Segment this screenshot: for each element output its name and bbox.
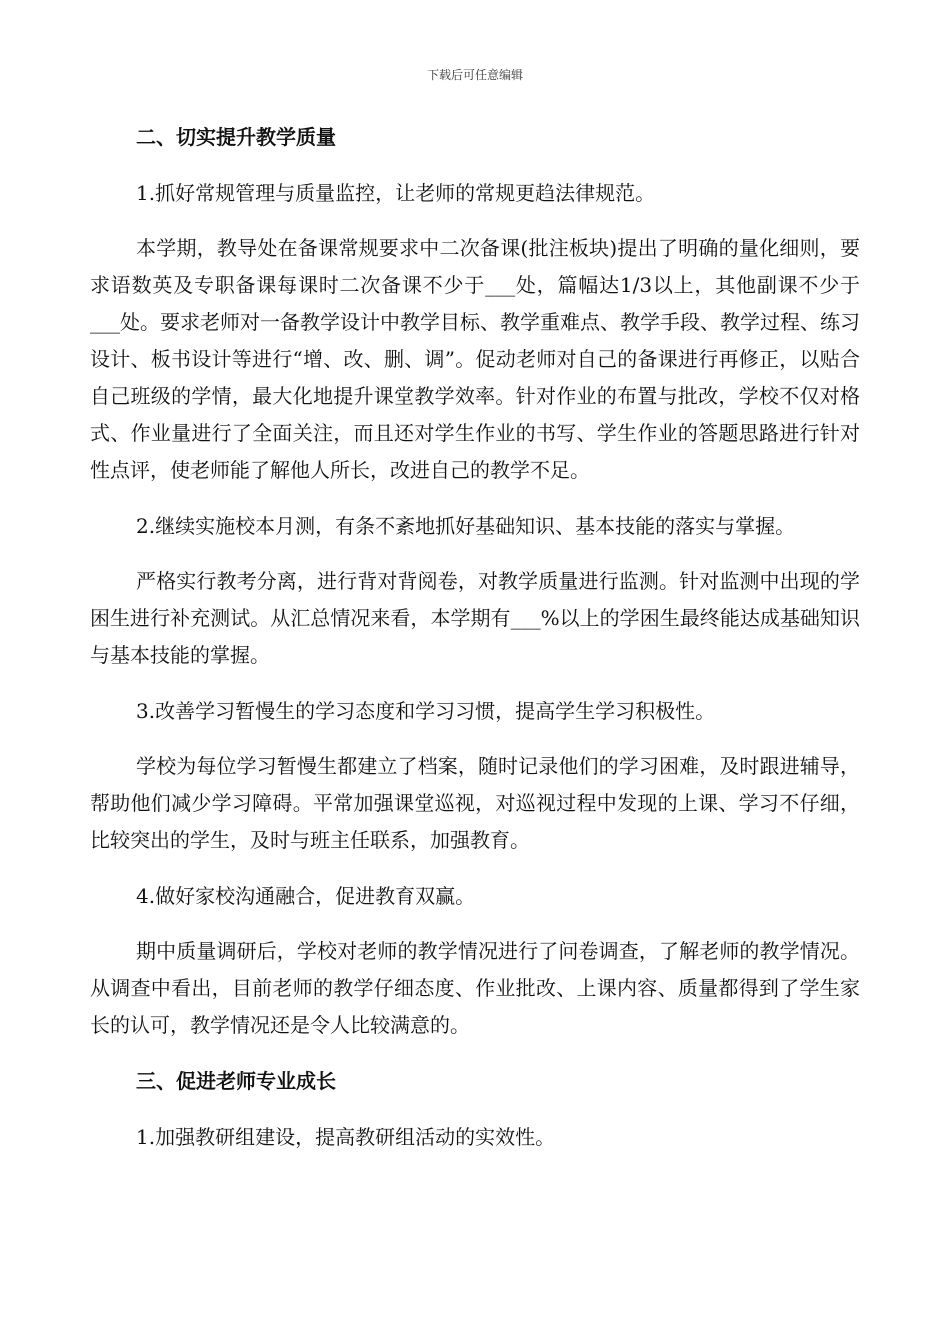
item-title-2-1: 1.抓好常规管理与质量监控，让老师的常规更趋法律规范。 [136,181,656,205]
item-title-3-1: 1.加强教研组建设，提高教研组活动的实效性。 [136,1125,556,1149]
item-body-2-3: 学校为每位学习暂慢生都建立了档案，随时记录他们的学习困难，及时跟进辅导，帮助他们减少学习障碍。平常加强课堂巡视，对巡视过程中发现的上课、学习不仔细，比较突出的学生，及时与班主任联系，加强教育。 [90,754,860,852]
section-heading-3: 三、促进老师专业成长 [136,1069,336,1093]
item-title-2-2: 2.继续实施校本月测，有条不紊地抓好基础知识、基本技能的落实与掌握。 [136,514,796,538]
item-body-2-2: 严格实行教考分离，进行背对背阅卷，对教学质量进行监测。针对监测中出现的学困生进行补充测试。从汇总情况来看，本学期有___%以上的学困生最终能达成基础知识与基本技能的掌握。 [90,569,860,667]
item-title-2-3: 3.改善学习暂慢生的学习态度和学习习惯，提高学生学习积极性。 [136,699,716,723]
item-title-2-4: 4.做好家校沟通融合，促进教育双赢。 [136,884,476,908]
header-note: 下载后可任意编辑 [426,68,523,82]
document-body [90,118,860,1174]
item-body-2-4: 期中质量调研后，学校对老师的教学情况进行了问卷调查，了解老师的教学情况。从调查中看出，目前老师的教学仔细态度、作业批改、上课内容、质量都得到了学生家长的认可，教学情况还是令人比较满意的。 [90,939,860,1037]
item-body-2-1: 本学期，教导处在备课常规要求中二次备课(批注板块)提出了明确的量化细则，要求语数英及专职备课每课时二次备课不少于___处，篇幅达1/3以上，其他副课不少于___处。要求老师对一备教学设计中教学目标、教学重难点、教学手段、教学过程、练习设计、板书设计等进行“增、改、删、调”。促动老师对自己的备课进行再修正，以贴合自己班级的学情，最大化地提升课堂教学效率。针对作业的布置与批改，学校不仅对格式、作业量进行了全面关注，而且还对学生作业的书写、学生作业的答题思路进行针对性点评，使老师能了解他人所长，改进自己的教学不足。 [90,236,860,482]
section-heading-2: 二、切实提升教学质量 [136,125,336,149]
